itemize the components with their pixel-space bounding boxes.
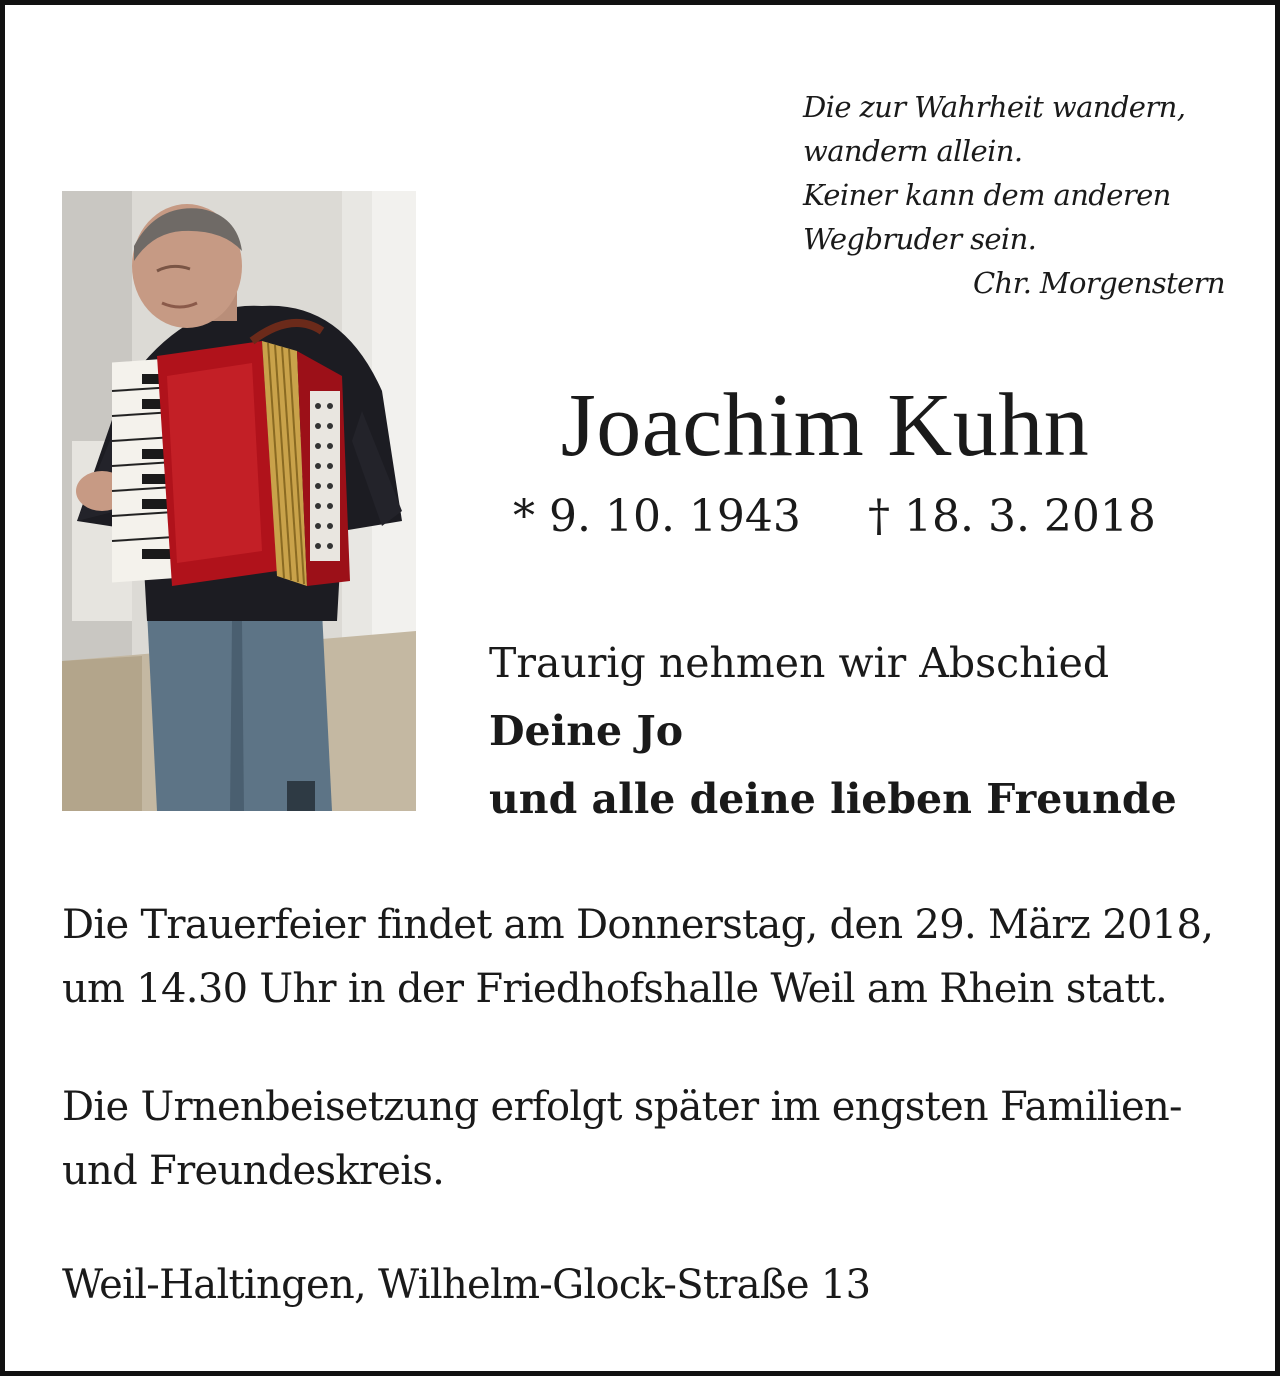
mourner-primary: Deine Jo bbox=[489, 707, 684, 755]
poem-quote bbox=[803, 85, 1243, 305]
portrait-photo bbox=[62, 191, 416, 811]
mourner-friends: und alle deine lieben Freunde bbox=[489, 775, 1177, 823]
farewell-block bbox=[489, 629, 1177, 833]
ceremony-line: Die Trauerfeier findet am Donnerstag, den 29. März 2018, bbox=[62, 902, 1214, 948]
quote-line: Die zur Wahrheit wandern, bbox=[803, 90, 1186, 124]
quote-line: Keiner kann dem anderen bbox=[803, 178, 1171, 212]
burial-paragraph bbox=[62, 1075, 1232, 1203]
quote-line: wandern allein. bbox=[803, 134, 1023, 168]
quote-author: Chr. Morgenstern bbox=[972, 266, 1225, 300]
farewell-line: Traurig nehmen wir Abschied bbox=[489, 639, 1110, 687]
death-date: † 18. 3. 2018 bbox=[868, 491, 1156, 542]
ceremony-paragraph bbox=[62, 893, 1232, 1021]
address-paragraph bbox=[62, 1253, 1232, 1317]
quote-line: Wegbruder sein. bbox=[803, 222, 1037, 256]
burial-line: und Freundeskreis. bbox=[62, 1148, 445, 1194]
ceremony-line: um 14.30 Uhr in der Friedhofshalle Weil am Rhein statt. bbox=[62, 966, 1167, 1012]
burial-line: Die Urnenbeisetzung erfolgt später im engsten Familien- bbox=[62, 1084, 1182, 1130]
deceased-name: Joachim Kuhn bbox=[560, 376, 1090, 475]
birth-date: * 9. 10. 1943 bbox=[513, 491, 801, 542]
life-dates bbox=[513, 490, 1156, 544]
accordion-player-photo bbox=[62, 191, 416, 811]
address-line: Weil-Haltingen, Wilhelm-Glock-Straße 13 bbox=[62, 1262, 871, 1308]
